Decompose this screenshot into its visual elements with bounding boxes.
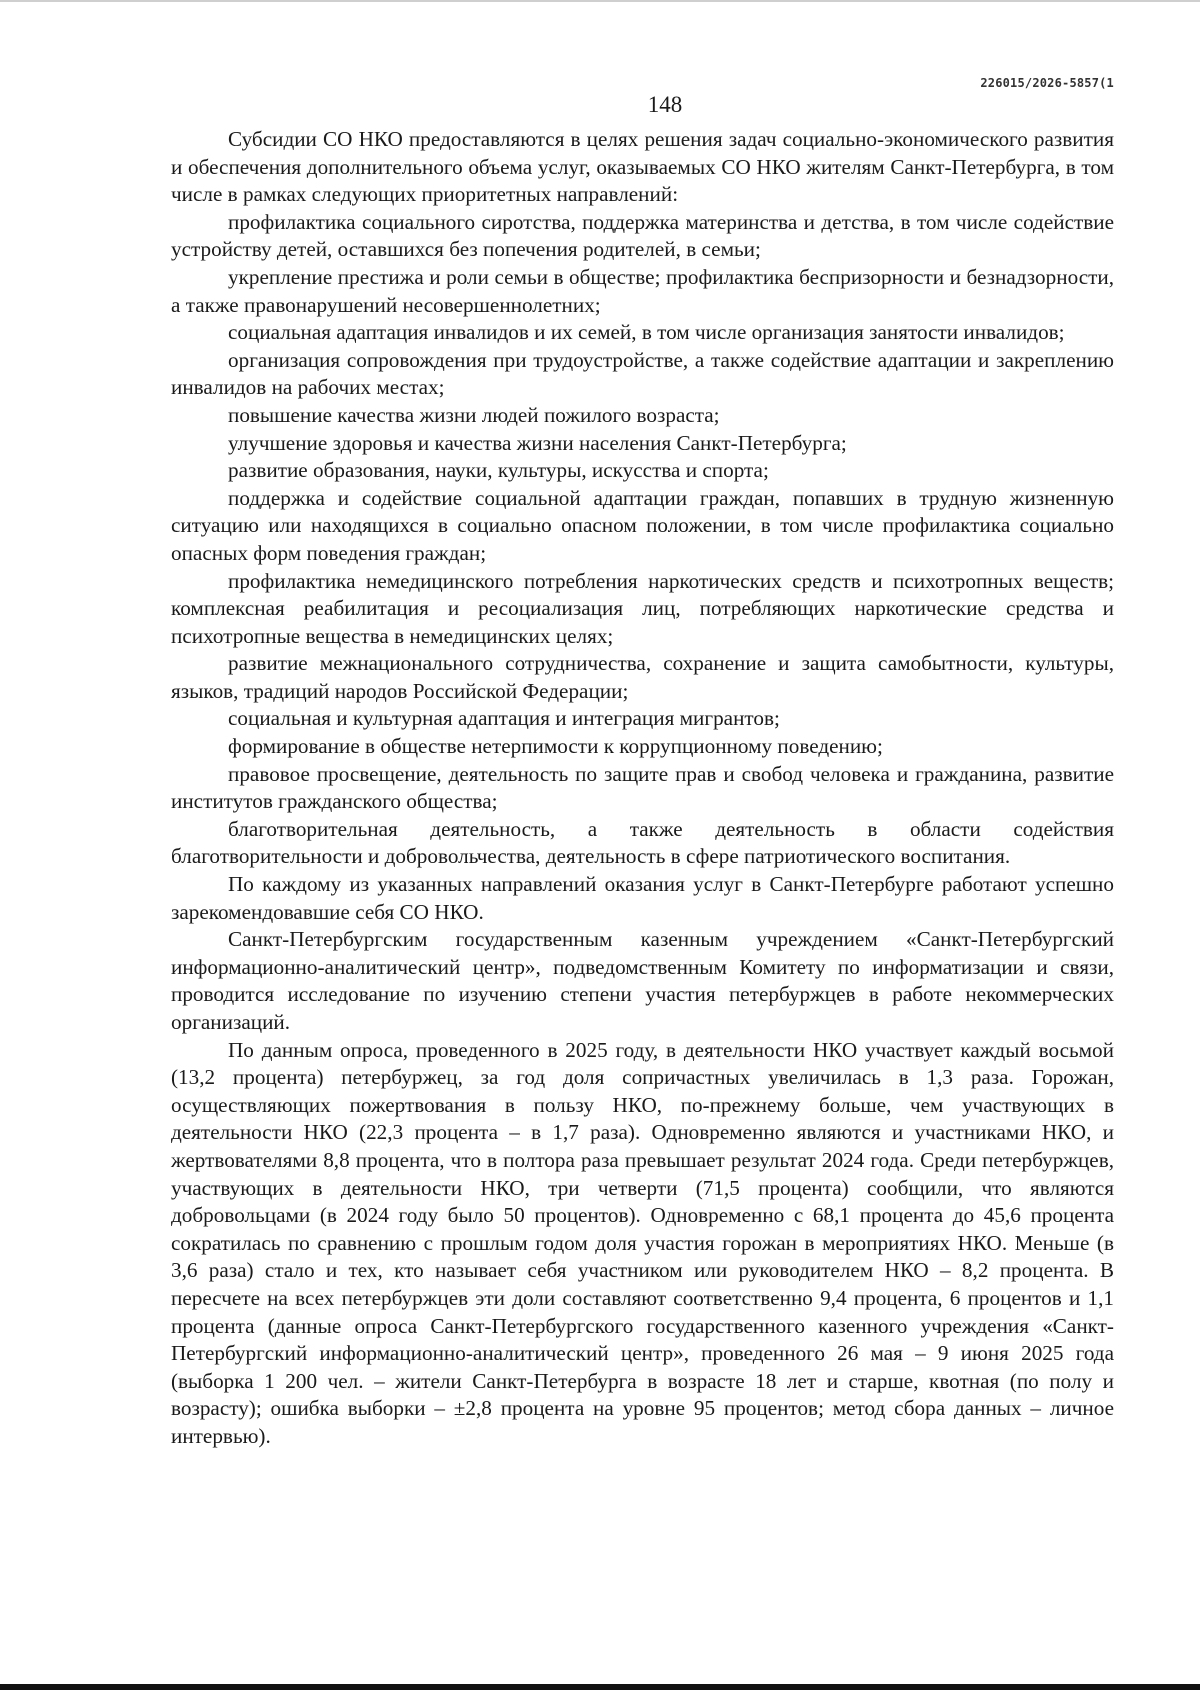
paragraph-family-prestige: укрепление престижа и роли семьи в обществе; профилактика беспризорности и безнадзорности, а также правонарушений несовершеннолетних; xyxy=(171,264,1114,317)
paragraph-interethnic: развитие межнационального сотрудничества, сохранение и защита самобытности, культуры, языков, традиций народов Российской Федерации; xyxy=(171,651,1114,703)
paragraph-migrants: социальная и культурная адаптация и интеграция мигрантов; xyxy=(228,706,780,731)
paragraph-disabled-adaptation: социальная адаптация инвалидов и их семей, в том числе организация занятости инвалидов; xyxy=(228,320,1065,345)
paragraph-elderly-quality: повышение качества жизни людей пожилого возраста; xyxy=(228,402,720,427)
paragraph-survey-results: По данным опроса, проведенного в 2025 году, в деятельности НКО участвует каждый восьмой (13,2 процента) петербуржец, за год доля сопричастных увеличилась в 1,3 раза. Горожан, осуществляющих пожертвования в пользу НКО, по-прежнему больше, чем участвующих в деятельности НКО (22,3 процента – в 1,7 раза). Одновременно являются и участниками НКО, и жертвователями 8,8 процента, что в полтора раза превышает результат 2024 года. Среди петербуржцев, участвующих в деятельности НКО, три четверти (71,5 процента) сообщили, что являются добровольцами (в 2024 году было 50 процентов). Одновременно с 68,1 процента до 45,6 процента сократилась по сравнению с прошлым годом доля участия горожан в мероприятиях НКО. Меньше (в 3,6 раза) стало и тех, кто называет себя участником или руководителем НКО – 8,2 процента. В пересчете на всех петербуржцев эти доли составляют соответственно 9,4 процента, 6 процентов и 1,1 процента (данные опроса Санкт-Петербургского государственного казенного учреждения «Санкт-Петербургский информационно-аналитический центр», проведенного 26 мая – 9 июня 2025 года (выборка 1 200 чел. – жители Санкт-Петербурга в возрасте 18 лет и старше, квотная (по полу и возрасту); ошибка выборки – ±2,8 процента на уровне 95 процентов; метод сбора данных – личное интервью). xyxy=(171,1037,1114,1448)
paragraph-nko-work: По каждому из указанных направлений оказания услуг в Санкт-Петербурге работают успешно зарекомендовавшие себя СО НКО. xyxy=(171,872,1114,924)
paragraph-subsidies-intro: Субсидии СО НКО предоставляются в целях решения задач социально-экономического развития и обеспечения дополнительного объема услуг, оказываемых СО НКО жителям Санкт-Петербурга, в том числе в рамках следующих приоритетных направлений: xyxy=(171,127,1114,207)
scan-top-edge xyxy=(0,0,1200,2)
paragraph-charity: благотворительная деятельность, а также деятельность в области содействия благотворительности и добровольчества, деятельность в сфере патриотического воспитания. xyxy=(171,816,1114,869)
paragraph-health: улучшение здоровья и качества жизни населения Санкт-Петербурга; xyxy=(228,430,847,455)
page-number: 148 xyxy=(647,92,683,117)
paragraph-education-culture: развитие образования, науки, культуры, искусства и спорта; xyxy=(228,458,769,483)
scan-bottom-edge xyxy=(0,1684,1200,1690)
paragraph-research: Санкт-Петербургским государственным казенным учреждением «Санкт-Петербургский информационно-аналитический центр», подведомственным Комитету по информатизации и связи, проводится исследование по изучению степени участия петербуржцев в работе некоммерческих организаций. xyxy=(171,927,1114,1034)
document-body xyxy=(171,126,1114,1451)
paragraph-anti-corruption: формирование в обществе нетерпимости к коррупционному поведению; xyxy=(228,734,883,759)
paragraph-legal-education: правовое просвещение, деятельность по защите прав и свобод человека и гражданина, развитие институтов гражданского общества; xyxy=(171,761,1114,814)
document-registration-number: 226015/2026-5857(1 xyxy=(980,76,1114,90)
paragraph-difficult-situation: поддержка и содействие социальной адаптации граждан, попавших в трудную жизненную ситуацию или находящихся в социально опасном положении, в том числе профилактика социально опасных форм поведения граждан; xyxy=(171,485,1114,565)
paragraph-drug-prevention: профилактика немедицинского потребления наркотических средств и психотропных веществ; комплексная реабилитация и ресоциализация лиц, потребляющих наркотические средства и психотропные вещества в немедицинских целях; xyxy=(171,568,1114,648)
paragraph-social-orphanhood: профилактика социального сиротства, поддержка материнства и детства, в том числе содействие устройству детей, оставшихся без попечения родителей, в семьи; xyxy=(171,209,1114,262)
paragraph-employment-support: организация сопровождения при трудоустройстве, а также содействие адаптации и закреплению инвалидов на рабочих местах; xyxy=(171,347,1114,400)
